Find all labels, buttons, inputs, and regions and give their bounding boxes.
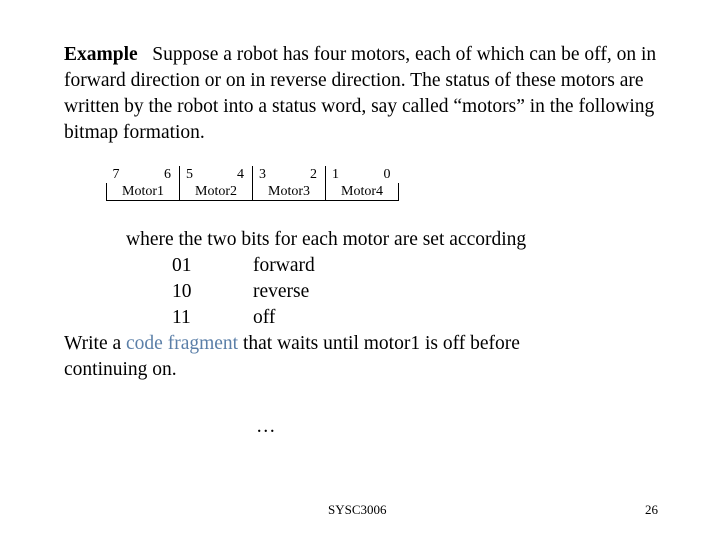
motor2-cell: Motor2	[180, 183, 253, 201]
bitmap-table	[106, 166, 399, 201]
code-11: 11	[172, 307, 191, 328]
ellipsis: …	[256, 416, 276, 437]
page-number: 26	[645, 502, 658, 517]
task-suffix: that waits until motor1 is off before	[238, 333, 520, 354]
code-10: 10	[172, 281, 192, 302]
motor-name-row	[107, 183, 399, 201]
task-line	[64, 331, 520, 357]
task-prefix: Write a	[64, 333, 127, 354]
bits-motor2: 5 4	[180, 166, 253, 183]
bits-motor4: 1 0	[326, 166, 399, 183]
code-01: 01	[172, 255, 192, 276]
explanation-lead: where the two bits for each motor are set according	[126, 229, 527, 250]
example-heading: Example	[64, 44, 138, 65]
code-fragment-term: code fragment	[126, 333, 239, 354]
task-continuation: continuing on.	[64, 359, 177, 380]
motor4-cell: Motor4	[326, 183, 399, 201]
motor1-cell: Motor1	[107, 183, 180, 201]
meaning-forward: forward	[253, 255, 315, 276]
example-text: Suppose a robot has four motors, each of which can be off, on in forward direction or on in reverse direction. The status of these motors are written by the robot into a status word, say called “motors” in the following bitmap formation.	[64, 44, 657, 143]
example-paragraph	[64, 42, 674, 146]
bits-motor3: 3 2	[253, 166, 326, 183]
bits-motor1: 7 6	[112, 167, 171, 182]
motor3-cell: Motor3	[253, 183, 326, 201]
meaning-reverse: reverse	[253, 281, 310, 302]
course-code: SYSC3006	[328, 502, 387, 517]
meaning-off: off	[253, 307, 276, 328]
bit-number-row	[107, 166, 399, 183]
